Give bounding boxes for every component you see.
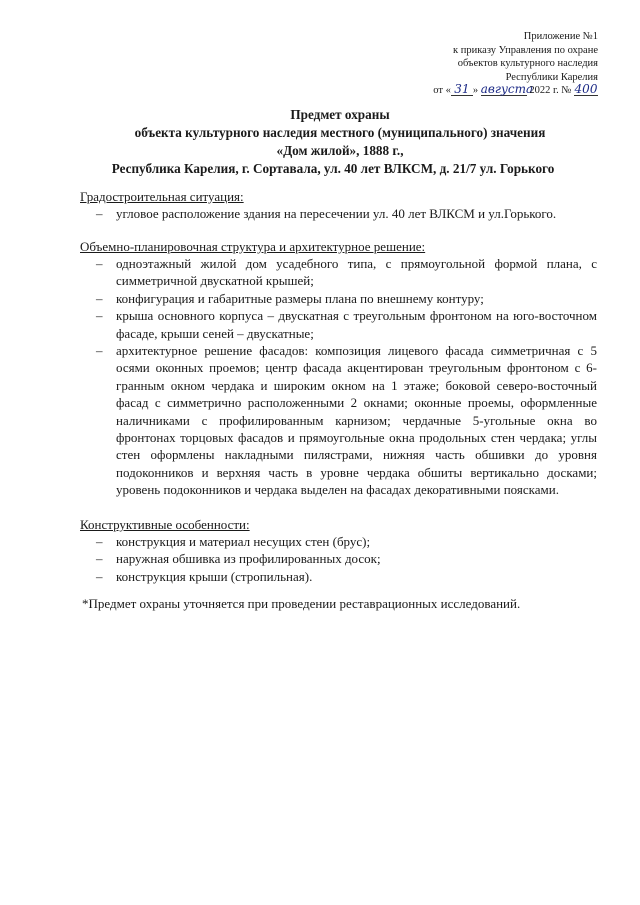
list-item: – конструкция и материал несущих стен (брус); bbox=[96, 534, 371, 549]
dash-marker: – bbox=[96, 308, 103, 324]
date-prefix: от « bbox=[433, 85, 451, 97]
list-item: – одноэтажный жилой дом усадебного типа, с прямоугольной формой плана, с симметричной двускатной крышей; bbox=[96, 256, 597, 289]
list-item: – угловое расположение здания на пересечении ул. 40 лет ВЛКСМ и ул.Горького. bbox=[96, 206, 557, 221]
handwritten-order-number: 400 bbox=[574, 82, 598, 97]
title-line-1: Предмет охраны bbox=[290, 107, 390, 122]
section-heading-urban-situation: Градостроительная ситуация: bbox=[80, 189, 244, 204]
dash-marker: – bbox=[96, 206, 103, 221]
list-item: – конфигурация и габаритные размеры плана по внешнему контуру; bbox=[96, 290, 484, 306]
dash-marker: – bbox=[96, 568, 103, 584]
dash-marker: – bbox=[96, 290, 103, 306]
section-heading-planning-structure: Объемно-планировочная структура и архитектурное решение: bbox=[80, 239, 426, 254]
list-item: – крыша основного корпуса – двускатная с треугольным фронтоном на юго-восточном фасаде, крыши сеней – двускатные; bbox=[96, 308, 597, 341]
document-title bbox=[100, 106, 580, 178]
footnote: *Предмет охраны уточняется при проведении реставрационных исследований. bbox=[82, 596, 521, 611]
dash-marker: – bbox=[96, 534, 103, 549]
structural-features-list bbox=[92, 533, 597, 585]
dash-marker: – bbox=[96, 551, 103, 567]
title-line-3: «Дом жилой», 1888 г., bbox=[276, 143, 404, 158]
urban-situation-list bbox=[92, 205, 597, 222]
dash-marker: – bbox=[96, 256, 103, 271]
handwritten-month: августа bbox=[480, 82, 534, 97]
approval-block bbox=[433, 30, 598, 98]
list-item: – архитектурное решение фасадов: композиция лицевого фасада симметричная с 5 осями оконных проемов; центр фасада акцентирован треугольным фронтоном с 6-гранным окном чердака и широким окном на 1 этаже; боковой северо-восточный фасад с симметрично расположенными 2 окнами; оконные проемы, оформленные наличниками с профилированным карнизом; чердачные 5-угольные окна во фронтонах торцовых фасадов и прямоугольные окна продольных стен чердака; углы стен оформлены накладными пилястрами, нижняя часть обшивки до уровня подоконников и верхняя часть в уровне чердака обшиты вертикально досками; уровень подоконников и чердака выделен на фасадах декоративными поясками. bbox=[96, 343, 597, 498]
planning-structure-list bbox=[92, 255, 597, 499]
title-line-2: объекта культурного наследия местного (муниципального) значения bbox=[134, 125, 546, 140]
section-heading-structural-features: Конструктивные особенности: bbox=[80, 517, 250, 532]
handwritten-day: 31 bbox=[451, 84, 473, 96]
date-year: 2022 г. № bbox=[529, 85, 572, 97]
approval-line-1: Приложение №1 bbox=[523, 31, 598, 42]
approval-line-4: Республики Карелия bbox=[505, 71, 598, 83]
approval-line-2: к приказу Управления по охране bbox=[453, 44, 598, 56]
approval-line-3: объектов культурного наследия bbox=[457, 58, 598, 70]
list-item: – наружная обшивка из профилированных досок; bbox=[96, 551, 381, 567]
list-item: – конструкция крыши (стропильная). bbox=[96, 568, 313, 584]
approval-date-line bbox=[433, 84, 598, 98]
title-line-4: Республика Карелия, г. Сортавала, ул. 40 лет ВЛКСМ, д. 21/7 ул. Горького bbox=[111, 161, 555, 176]
dash-marker: – bbox=[96, 343, 103, 359]
date-mid: » bbox=[472, 85, 479, 97]
